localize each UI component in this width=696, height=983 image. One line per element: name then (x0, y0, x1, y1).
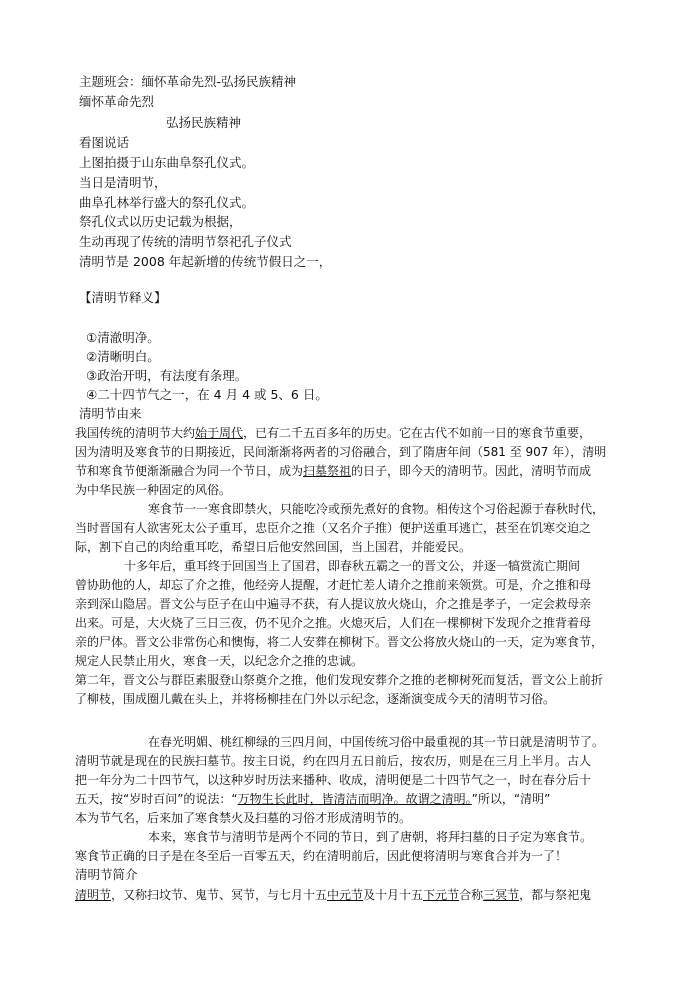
origin-p5-line (75, 790, 550, 808)
underlined-term: 始于周代 (195, 426, 244, 440)
underlined-term: 扫墓祭祖 (303, 464, 352, 478)
talk-line: 生动再现了传统的清明节祭祀孔子仪式 (79, 234, 292, 249)
meaning-header: 【清明节释义】 (79, 290, 167, 305)
origin-p3-line: 亲到深山隐居。晋文公与臣子在山中遍寻不获，有人提议放火烧山，介之推是孝子，一定会救母亲 (75, 597, 592, 611)
origin-p2-line: 际，割下自己的肉给重耳吃，希望日后他安然回国，当上国君，并能爱民。 (75, 540, 472, 554)
origin-p1-line (75, 462, 591, 480)
text-run: ，都与祭祀鬼 (519, 888, 592, 902)
origin-p5-line: 清明节就是现在的民族扫墓节。按主日说，约在四月五日前后，按农历，则是在三月上半月。古人 (75, 754, 592, 768)
meaning-item: ④二十四节气之一，在 4 月 4 或 5、6 日。 (86, 387, 328, 402)
origin-p3-line: 出来。可是，大火烧了三日三夜，仍不见介之推。火熄灭后，人们在一棵柳树下发现介之推背着母 (75, 616, 592, 630)
origin-p4-line: 了柳枝，围成圈儿戴在头上，并将杨柳挂在门外以示纪念，逐渐演变成今天的清明节习俗。 (75, 692, 556, 706)
underlined-quote: 万物生长此时，皆清洁而明净。故谓之清明。 (237, 792, 472, 806)
heading-line-2: 弘扬民族精神 (166, 115, 242, 130)
origin-p5-line: 在春光明媚、桃红柳绿的三四月间，中国传统习俗中最重视的其一节日就是清明节了。 (148, 735, 605, 749)
text-run: 节和寒食节便渐渐融合为同一个节日，成为 (75, 464, 304, 478)
meaning-item: ①清澈明净。 (86, 330, 160, 345)
text-run: 的日子，即今天的清明节。因此，清明节而成 (351, 464, 592, 478)
talk-line: 上图拍摄于山东曲阜祭孔仪式。 (79, 155, 255, 170)
text-run: 我国传统的清明节大约 (75, 426, 196, 440)
origin-p6-line: 本来，寒食节与清明节是两个不同的节日，到了唐朝，将拜扫墓的日子定为寒食节。 (148, 830, 593, 844)
origin-p1-line: 为中华民族一种固定的风俗。 (75, 483, 232, 497)
text-run: ，已有二千五百多年的历史。它在古代不如前一日的寒食节重要， (243, 426, 592, 440)
meaning-item: ③政治开明，有法度有条理。 (86, 368, 248, 383)
heading-line-1: 缅怀革命先烈 (79, 94, 155, 109)
meaning-item: ②清晰明白。 (86, 349, 160, 364)
talk-line: 祭孔仪式以历史记载为根据， (79, 214, 242, 229)
origin-p4-line: 第二年，晋文公与群臣素服登山祭奠介之推，他们发现安葬介之推的老柳树死而复活，晋文公上前折 (75, 673, 604, 687)
origin-p3-line: 十多年后，重耳终于回国当上了国君，即春秋五霸之一的晋文公，并逐一犒赏流亡期间 (124, 559, 581, 573)
origin-p3-line: 亲的尸体。晋文公非常伤心和懊悔，将二人安葬在柳树下。晋文公将放火烧山的一天，定为寒食节， (75, 635, 604, 649)
origin-p1-line: 因为清明及寒食节的日期接近，民间渐渐将两者的习俗融合，到了隋唐年间（581 至 907 年），清明 (75, 445, 607, 459)
intro-header: 清明节简介 (75, 867, 138, 882)
text-run: ”所以，“清明” (471, 792, 551, 806)
origin-p2-line: 当时晋国有人欲害死太公子重耳，忠臣介之推（又名介子推）便护送重耳逃亡，甚至在饥寒交迫之 (75, 521, 592, 535)
origin-p3-line: 规定人民禁止用火，寒食一天，以纪念介之推的忠诚。 (75, 654, 364, 668)
underlined-term: 三冥节 (483, 888, 520, 902)
text-run: 五天，按“岁时百问”的说法：“ (75, 792, 238, 806)
talk-header: 看图说话 (79, 135, 130, 150)
underlined-term: 中元节 (327, 888, 364, 902)
underlined-term: 下元节 (423, 888, 460, 902)
origin-p3-line: 曾协助他的人，却忘了介之推，他经旁人提醒，才赶忙差人请介之推前来领赏。可是，介之推和母 (75, 578, 592, 592)
text-run: 及十月十五 (363, 888, 424, 902)
origin-p1-line (75, 424, 591, 442)
talk-line: 当日是清明节， (79, 175, 167, 190)
origin-p5-line: 把一年分为二十四节气，以这种岁时历法来播种、收成，清明便是二十四节气之一，时在春分后十 (75, 773, 592, 787)
talk-line: 曲阜孔林举行盛大的祭孔仪式。 (79, 195, 255, 210)
origin-p2-line: 寒食节一一寒食即禁火，只能吃冷或预先煮好的食物。相传这个习俗起源于春秋时代， (148, 502, 605, 516)
origin-header: 清明节由来 (79, 406, 142, 421)
doc-title: 主题班会：缅怀革命先烈-弘扬民族精神 (79, 74, 297, 89)
text-run: ，又称扫坟节、鬼节、冥节，与七月十五 (111, 888, 328, 902)
intro-line (75, 886, 591, 904)
text-run: 合称 (459, 888, 484, 902)
talk-line: 清明节是 2008 年起新增的传统节假日之一， (79, 254, 332, 269)
origin-p5-line: 本为节气名，后来加了寒食禁火及扫墓的习俗才形成清明节的。 (75, 811, 412, 825)
origin-p6-line: 寒食节正确的日子是在冬至后一百零五天，约在清明前后，因此便将清明与寒食合并为一了！ (75, 849, 568, 863)
underlined-term: 清明节 (75, 888, 112, 902)
